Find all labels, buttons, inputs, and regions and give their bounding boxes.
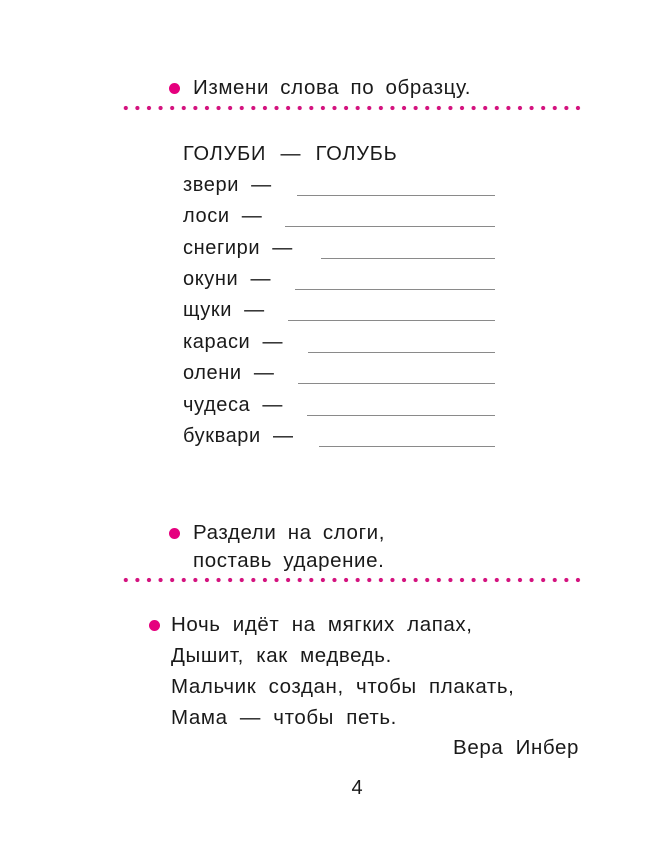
poem-line: Мама — чтобы петь.	[171, 706, 397, 729]
exercise-word: олени —	[183, 362, 275, 384]
exercise-word: чудеса —	[183, 394, 284, 416]
task1-instruction: Измени слова по образцу.	[193, 76, 472, 99]
exercise-word: окуни —	[183, 268, 272, 290]
exercise-row	[183, 392, 495, 418]
exercise-word: звери —	[183, 174, 272, 196]
bullet-icon	[169, 528, 180, 539]
exercise-row	[183, 423, 495, 449]
exercise-row	[183, 297, 495, 323]
answer-line[interactable]	[321, 258, 495, 259]
bullet-icon	[169, 83, 180, 94]
bullet-icon	[149, 620, 160, 631]
exercise-row	[183, 360, 495, 386]
exercise-row	[183, 203, 495, 229]
answer-line[interactable]	[288, 320, 495, 321]
exercise-word: щуки —	[183, 299, 265, 321]
poem-author: Вера Инбер	[453, 736, 579, 759]
page-number: 4	[351, 777, 363, 799]
dotted-divider	[120, 105, 582, 111]
answer-line[interactable]	[319, 446, 495, 447]
answer-line[interactable]	[297, 195, 495, 196]
exercise-word: снегири —	[183, 237, 293, 259]
answer-line[interactable]	[307, 415, 495, 416]
answer-line[interactable]	[308, 352, 495, 353]
dotted-divider	[120, 577, 582, 583]
exercise-word: караси —	[183, 331, 284, 353]
answer-line[interactable]	[285, 226, 495, 227]
task2-instruction-line2: поставь ударение.	[193, 549, 385, 572]
exercise-word: буквари —	[183, 425, 294, 447]
exercise-row	[183, 172, 495, 198]
sample-pair: ГОЛУБИ — ГОЛУБЬ	[183, 143, 398, 165]
exercise-row	[183, 329, 495, 355]
exercise-row	[183, 235, 495, 261]
exercise-row	[183, 266, 495, 292]
poem-line: Мальчик создан, чтобы плакать,	[171, 675, 515, 698]
answer-line[interactable]	[295, 289, 495, 290]
poem-line: Ночь идёт на мягких лапах,	[171, 613, 473, 636]
exercise-word: лоси —	[183, 205, 263, 227]
task2-instruction-line1: Раздели на слоги,	[193, 521, 385, 544]
answer-line[interactable]	[298, 383, 495, 384]
poem-line: Дышит, как медведь.	[171, 644, 392, 667]
